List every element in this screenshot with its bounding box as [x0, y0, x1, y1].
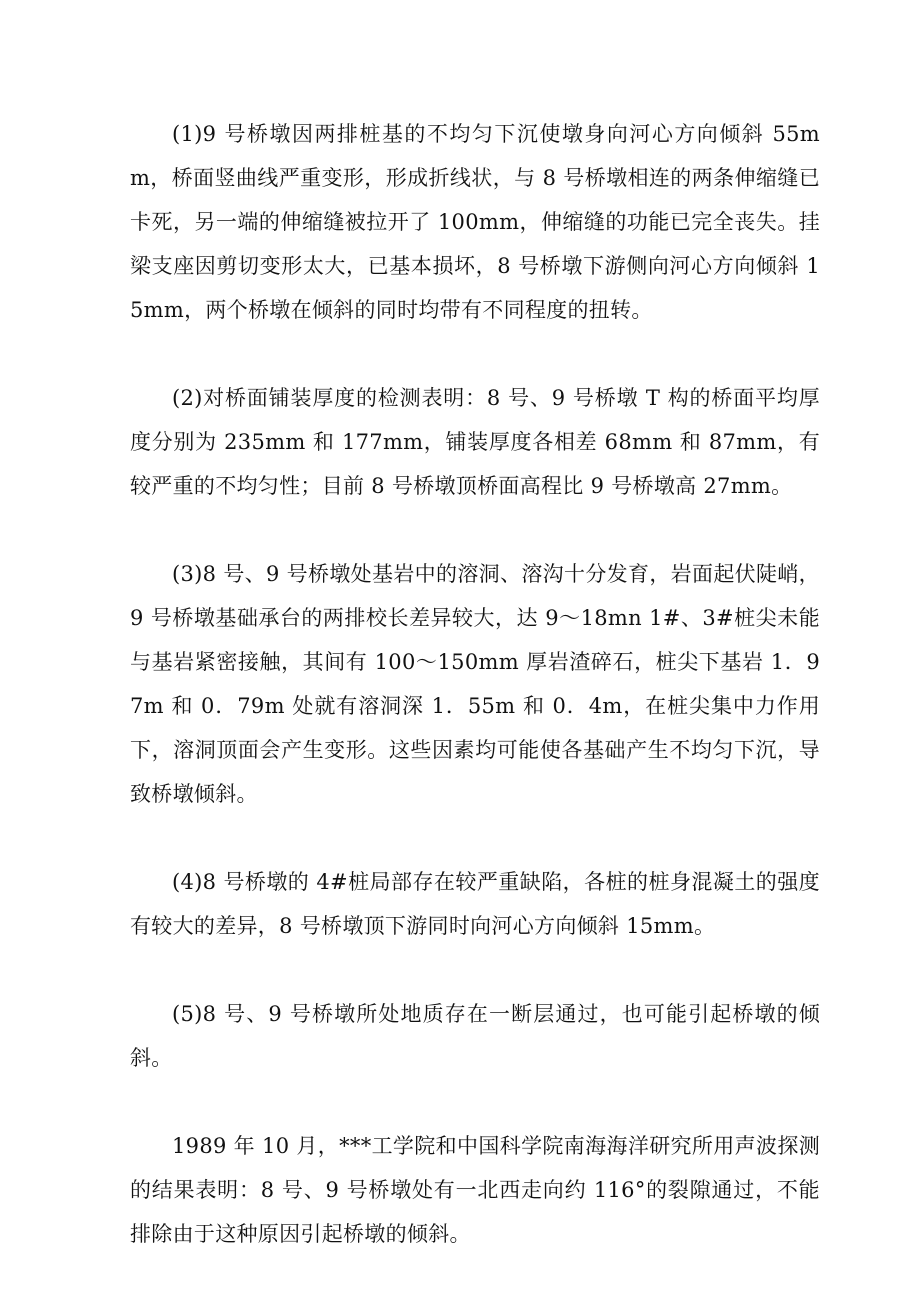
paragraph-2: (2)对桥面铺装厚度的检测表明：8 号、9 号桥墩 T 构的桥面平均厚度分别为 235mm 和 177mm，铺装厚度各相差 68mm 和 87mm，有较严重的不均匀性；目前 8 号桥墩顶桥面高程比 9 号桥墩高 27mm。	[130, 386, 820, 498]
document-page	[130, 112, 820, 1300]
paragraph-5: (5)8 号、9 号桥墩所处地质存在一断层通过，也可能引起桥墩的倾斜。	[130, 1002, 820, 1070]
paragraph-6: 1989 年 10 月，***工学院和中国科学院南海海洋研究所用声波探测的结果表明：8 号、9 号桥墩处有一北西走向约 116°的裂隙通过，不能排除由于这种原因引起桥墩的倾斜。	[130, 1134, 820, 1246]
paragraph-3: (3)8 号、9 号桥墩处基岩中的溶洞、溶沟十分发育，岩面起伏陡峭，9 号桥墩基础承台的两排校长差异较大，达 9～18mn 1#、3#桩尖未能与基岩紧密接触，其间有 100～150mm 厚岩渣碎石，桩尖下基岩 1．97m 和 0．79m 处就有溶洞深 1．55m 和 0．4m，在桩尖集中力作用下，溶洞顶面会产生变形。这些因素均可能使各基础产生不均匀下沉，导致桥墩倾斜。	[130, 562, 820, 806]
paragraph-1: (1)9 号桥墩因两排桩基的不均匀下沉使墩身向河心方向倾斜 55mm，桥面竖曲线严重变形，形成折线状，与 8 号桥墩相连的两条伸缩缝已卡死，另一端的伸缩缝被拉开了 100mm，伸缩缝的功能已完全丧失。挂梁支座因剪切变形太大，已基本损坏，8 号桥墩下游侧向河心方向倾斜 15mm，两个桥墩在倾斜的同时均带有不同程度的扭转。	[130, 122, 820, 322]
paragraph-4: (4)8 号桥墩的 4#桩局部存在较严重缺陷，各桩的桩身混凝土的强度有较大的差异，8 号桥墩顶下游同时向河心方向倾斜 15mm。	[130, 870, 820, 938]
